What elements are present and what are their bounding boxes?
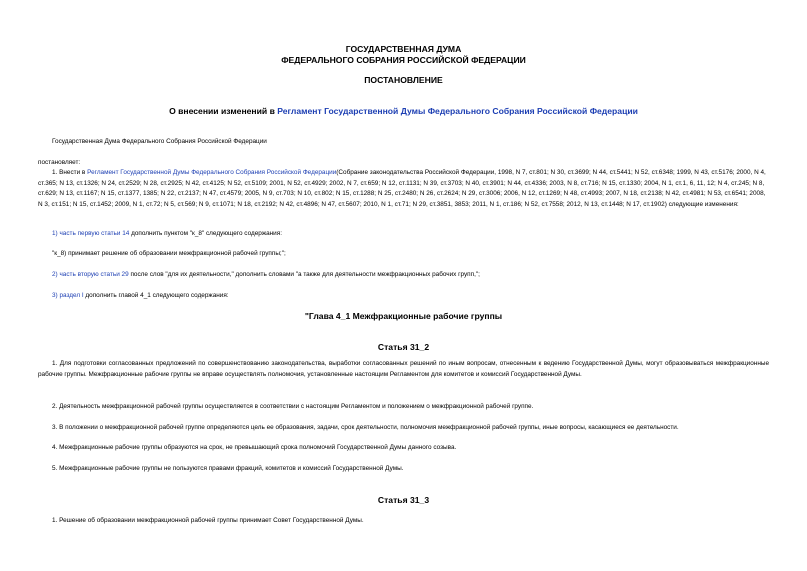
article-31-3-paragraph-1: 1. Решение об образовании межфракционной рабочей группы принимает Совет Государственной Думы. xyxy=(52,517,364,524)
issuer-text: Государственная Дума Федерального Собрания Российской Федерации xyxy=(52,138,267,145)
subitem-2-num[interactable]: 2) xyxy=(52,271,60,278)
subitem-2 xyxy=(38,270,783,281)
document-type: ПОСТАНОВЛЕНИЕ xyxy=(364,75,443,85)
article-31-2-paragraph-5: 5. Межфракционные рабочие группы не пользуются правами фракций, комитетов и комиссий Государственной Думы. xyxy=(52,465,404,472)
subitem-1-link[interactable]: часть первую статьи 14 xyxy=(59,230,130,237)
resolves-text: постановляет: xyxy=(38,159,81,166)
subitem-2-link[interactable]: часть вторую статьи 29 xyxy=(59,271,129,278)
article-31-2-paragraph-1: 1. Для подготовки согласованных предложений по совершенствованию законодательства, выработки согласованных решений по иным вопросам, отнесенным к ведению Государственной Думы, могут образовываться межфракционные рабочие группы. Межфракционные рабочие группы не вправе осуществлять полномочия, установленные настоящим Регламентом для комитетов и комиссий Государственной Думы. xyxy=(38,360,769,378)
subitem-3-num[interactable]: 3) xyxy=(52,292,60,299)
subitem-1-rest: дополнить пунктом "к_8" следующего содержания: xyxy=(129,230,282,237)
item-1 xyxy=(38,168,769,211)
title-prefix: О внесении изменений в xyxy=(169,106,278,116)
chapter-title: "Глава 4_1 Межфракционные рабочие группы xyxy=(304,311,503,321)
subitem-3-link[interactable]: раздел I xyxy=(59,292,84,299)
item-1-link[interactable]: Регламент Государственной Думы Федерального Собрания Российской Федерации xyxy=(87,169,337,176)
header-line-2: ФЕДЕРАЛЬНОГО СОБРАНИЯ РОССИЙСКОЙ ФЕДЕРАЦИИ xyxy=(281,54,526,65)
item-1-rest: (Собрание законодательства Российской Федерации, 1998, N 7, ст.801; N 30, ст.3699; N 44, ст.5441; N 52, ст.6348; 1999, N 43, ст.5176; 2000, N 4, ст.365; N 13, ст.1326; N 24, ст.2529; N 28, ст.2925; N 42, ст.4125; N 52, ст.5109; 2001, N 52, ст.4929; 2002, N 7, ст.659; N 12, ст.1131; N 39, ст.3703; N 40, ст.3901; N 44, ст.4336; 2003, N 8, ст.716; N 15, ст.1330; 2004, N 1, ст.1, 6, 11, 12; N 4, ст.245; N 8, ст.629; N 13, ст.1167; N 15, ст.1377, 1385; N 22, ст.2137; N 47, ст.4579; 2005, N 9, ст.703; N 10, ст.802; N 15, ст.1288; N 25, ст.2480; N 26, ст.2624; N 29, ст.3006; 2006, N 12, ст.1269; N 48, ст.4993; 2007, N 18, ст.2138; N 42, ст.4981; N 53, ст.6541; 2008, N 3, ст.151; N 15, ст.1452; 2009, N 1, ст.72; N 5, ст.569; N 9, ст.1071; N 18, ст.2192; N 42, ст.4896; N 47, ст.5607; 2010, N 1, ст.71; N 29, ст.3851, 3853; 2011, N 1, ст.186; N 52, ст.7558; 2012, N 13, ст.1448; N 17, ст.1902) следующие изменения: xyxy=(38,169,766,209)
item-1-prefix: 1. Внести в xyxy=(52,169,88,176)
document-header xyxy=(38,44,769,65)
subitem-1 xyxy=(38,229,783,240)
title-link[interactable]: Регламент Государственной Думы Федерального Собрания Российской Федерации xyxy=(277,106,638,116)
subitem-3 xyxy=(38,291,783,302)
header-line-1: ГОСУДАРСТВЕННАЯ ДУМА xyxy=(345,44,462,54)
document-title xyxy=(38,106,769,116)
article-31-2-paragraph-2: 2. Деятельность межфракционной рабочей группы осуществляется в соответствии с настоящим Регламентом и положением о межфракционной рабочей группе. xyxy=(52,403,534,410)
subitem-3-rest: дополнить главой 4_1 следующего содержания: xyxy=(83,292,229,299)
article-31-2-title: Статья 31_2 xyxy=(377,342,430,352)
article-31-3-title: Статья 31_3 xyxy=(377,495,430,505)
subitem-1-quote: "к_8) принимает решение об образовании межфракционной рабочей группы;"; xyxy=(52,250,286,257)
subitem-1-num[interactable]: 1) xyxy=(52,230,60,237)
subitem-2-rest: после слов "для их деятельности," дополнить словами "а также для деятельности межфракционных рабочих групп,"; xyxy=(128,271,480,278)
article-31-2-paragraph-3: 3. В положении о межфракционной рабочей группе определяются цель ее образования, задачи, срок деятельности, полномочия межфракционной рабочей группы, иные вопросы, касающиеся ее деятельности. xyxy=(52,424,679,431)
article-31-2-paragraph-4: 4. Межфракционные рабочие группы образуются на срок, не превышающий срока полномочий Государственной Думы данного созыва. xyxy=(52,444,457,451)
